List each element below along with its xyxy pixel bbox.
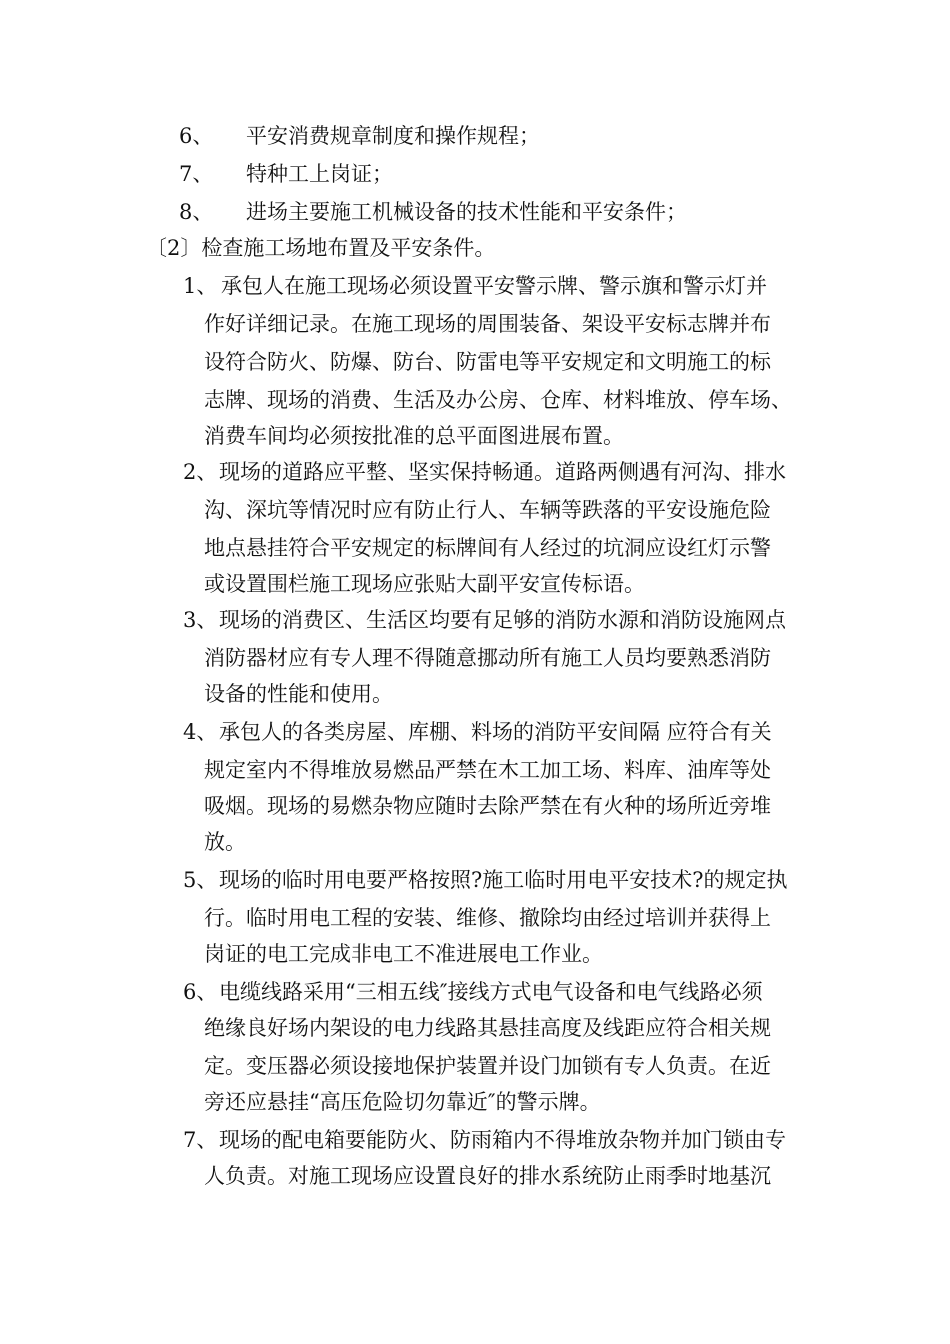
list-item-text: 进场主要施工机械设备的技术性能和平安条件； [246,200,687,224]
item-line: 旁还应悬挂“高压危险切勿靠近″的警示牌。 [204,1090,601,1114]
list-item-text: 平安消费规章制度和操作规程； [246,124,540,148]
list-number: 6、 [179,124,214,148]
item-number: 2、 [183,460,218,484]
item-number: 1、 [183,274,218,298]
item-line: 或设置围栏施工现场应张贴大副平安宣传标语。 [204,572,645,596]
item-line: 作好详细记录。在施工现场的周围装备、架设平安标志牌并布 [204,312,771,336]
item-line: 岗证的电工完成非电工不准进展电工作业。 [204,942,603,966]
item-number: 4、 [183,720,218,744]
item-number: 3、 [183,608,218,632]
item-line: 设备的性能和使用。 [204,682,393,706]
item-line: 沟、深坑等情况时应有防止行人、车辆等跌落的平安设施危险 [204,498,771,522]
item-line: 电缆线路采用“三相五线″接线方式电气设备和电气线路必须 [219,980,763,1004]
list-number: 8、 [179,200,214,224]
item-number: 6、 [183,980,218,1004]
item-line: 现场的消费区、生活区均要有足够的消防水源和消防设施网点 [219,608,786,632]
list-item-text: 特种工上岗证； [246,162,393,186]
item-number: 5、 [183,868,218,892]
item-line: 承包人在施工现场必须设置平安警示牌、警示旗和警示灯并 [221,274,767,298]
item-line: 消防器材应有专人理不得随意挪动所有施工人员均要熟悉消防 [204,646,771,670]
item-line: 承包人的各类房屋、库棚、料场的消防平安间隔 应符合有关 [219,720,772,744]
item-line: 定。变压器必须设接地保护装置并设门加锁有专人负责。在近 [204,1054,771,1078]
list-number: 7、 [179,162,214,186]
item-number: 7、 [183,1128,218,1152]
item-line: 规定室内不得堆放易燃品严禁在木工加工场、料库、油库等处 [204,758,771,782]
item-line: 设符合防火、防爆、防台、防雷电等平安规定和文明施工的标 [204,350,771,374]
item-line: 绝缘良好场内架设的电力线路其悬挂高度及线距应符合相关规 [204,1016,771,1040]
section-heading: 〔2〕检查施工场地布置及平安条件。 [146,236,496,260]
item-line: 地点悬挂符合平安规定的标牌间有人经过的坑洞应设红灯示警 [204,536,771,560]
item-line: 现场的临时用电要严格按照?施工临时用电平安技术?的规定执 [219,868,788,892]
item-line: 现场的配电箱要能防火、防雨箱内不得堆放杂物并加门锁由专 [219,1128,786,1152]
item-line: 人负责。对施工现场应设置良好的排水系统防止雨季时地基沉 [204,1164,771,1188]
item-line: 放。 [204,830,246,854]
item-line: 志牌、现场的消费、生活及办公房、仓库、材料堆放、停车场、 [204,388,792,412]
item-line: 现场的道路应平整、坚实保持畅通。道路两侧遇有河沟、排水 [219,460,786,484]
item-line: 行。临时用电工程的安装、维修、撤除均由经过培训并获得上 [204,906,771,930]
item-line: 吸烟。现场的易燃杂物应随时去除严禁在有火种的场所近旁堆 [204,794,771,818]
item-line: 消费车间均必须按批准的总平面图进展布置。 [204,424,624,448]
